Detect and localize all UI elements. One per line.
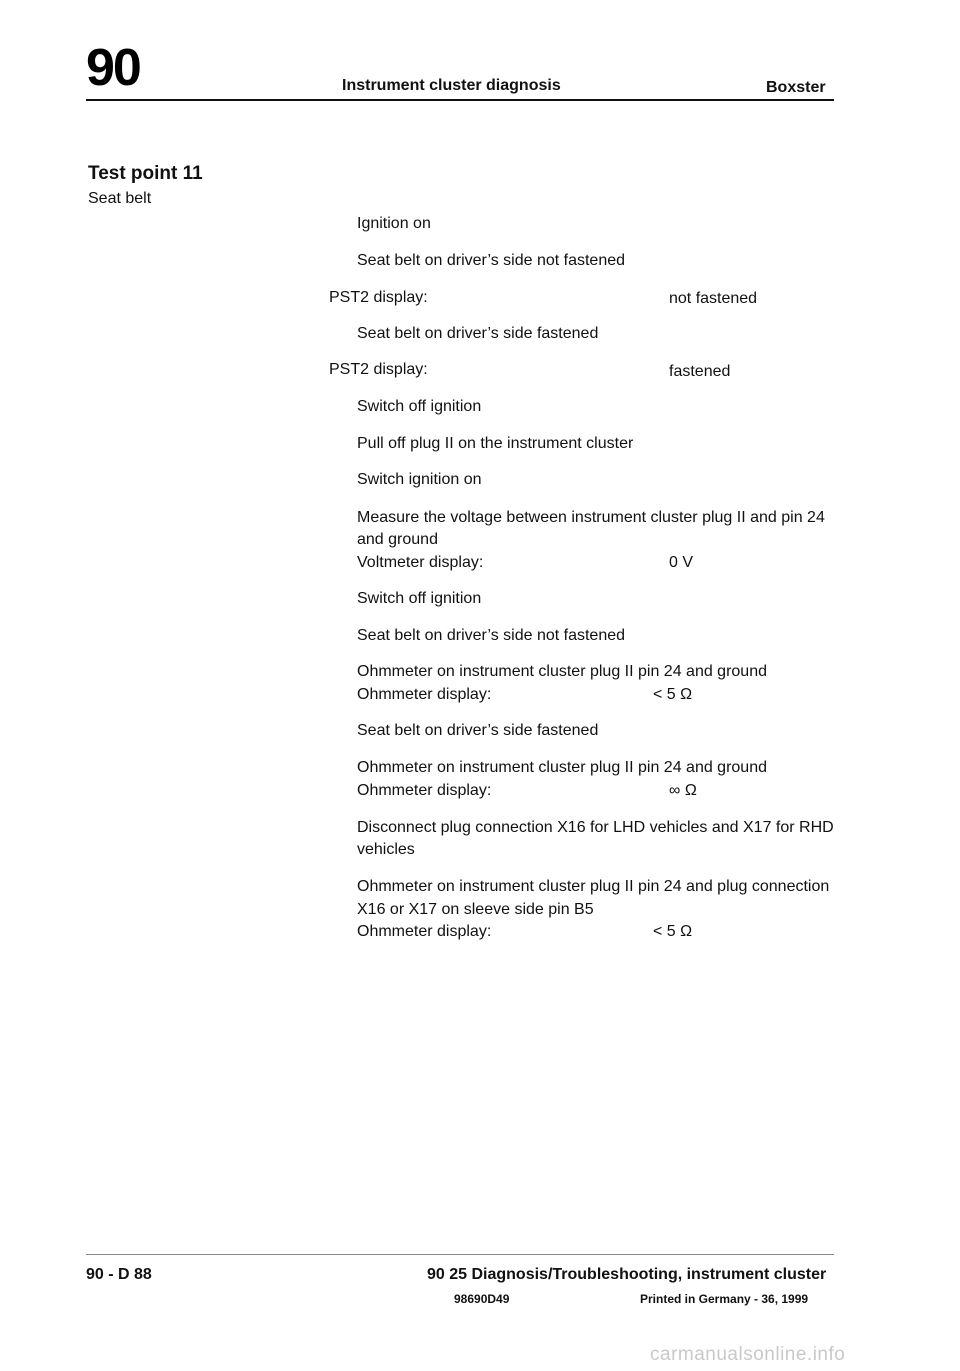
step-pull-off-plug: Pull off plug II on the instrument cluster [357, 435, 634, 452]
step-switch-ignition-on: Switch ignition on [357, 471, 482, 488]
page-number: 90 - D 88 [86, 1266, 152, 1283]
step-ohmmeter-pin24: Ohmmeter on instrument cluster plug II pin 24 and ground [357, 759, 767, 776]
pst2-display-value: fastened [669, 363, 731, 380]
step-disconnect-plug: Disconnect plug connection X16 for LHD vehicles and X17 for RHD [357, 819, 834, 836]
footer-section-title: 90 25 Diagnosis/Troubleshooting, instrument cluster [427, 1266, 827, 1283]
ohmmeter-display-label: Ohmmeter display: [357, 782, 492, 799]
step-ohmmeter-sleeve-cont: X16 or X17 on sleeve side pin B5 [357, 901, 594, 918]
step-ignition-on: Ignition on [357, 215, 431, 232]
pst2-display-label: PST2 display: [329, 361, 428, 378]
step-measure-voltage: Measure the voltage between instrument cluster plug II and pin 24 [357, 509, 825, 526]
document-code: 98690D49 [454, 1292, 510, 1306]
pst2-display-value: not fastened [669, 290, 758, 307]
vehicle-model: Boxster [766, 79, 826, 96]
step-seatbelt-not-fastened: Seat belt on driver’s side not fastened [357, 252, 626, 269]
header-divider [86, 99, 834, 101]
step-seatbelt-fastened: Seat belt on driver’s side fastened [357, 325, 599, 342]
step-ohmmeter-pin24: Ohmmeter on instrument cluster plug II pin 24 and ground [357, 663, 767, 680]
section-title: Test point 11 [88, 163, 203, 184]
step-switch-off-ignition: Switch off ignition [357, 398, 482, 415]
step-seatbelt-not-fastened: Seat belt on driver’s side not fastened [357, 627, 626, 644]
step-seatbelt-fastened: Seat belt on driver’s side fastened [357, 722, 599, 739]
section-subtitle: Seat belt [88, 190, 152, 207]
print-info: Printed in Germany - 36, 1999 [640, 1292, 809, 1306]
ohmmeter-display-value: < 5 Ω [653, 686, 693, 703]
step-disconnect-plug-cont: vehicles [357, 841, 415, 858]
ohmmeter-display-label: Ohmmeter display: [357, 686, 492, 703]
step-switch-off-ignition: Switch off ignition [357, 590, 482, 607]
ohmmeter-display-value: < 5 Ω [653, 923, 693, 940]
voltmeter-display-value: 0 V [669, 554, 694, 571]
step-ohmmeter-sleeve: Ohmmeter on instrument cluster plug II pin 24 and plug connection [357, 878, 830, 895]
step-measure-voltage-cont: and ground [357, 531, 438, 548]
ohmmeter-display-value: ∞ Ω [669, 782, 697, 799]
page-title: Instrument cluster diagnosis [342, 77, 561, 94]
chapter-number: 90 [86, 39, 140, 97]
voltmeter-display-label: Voltmeter display: [357, 554, 484, 571]
ohmmeter-display-label: Ohmmeter display: [357, 923, 492, 940]
watermark-text: carmanualsonline.info [650, 1344, 846, 1365]
pst2-display-label: PST2 display: [329, 289, 428, 306]
footer-divider [86, 1254, 834, 1255]
